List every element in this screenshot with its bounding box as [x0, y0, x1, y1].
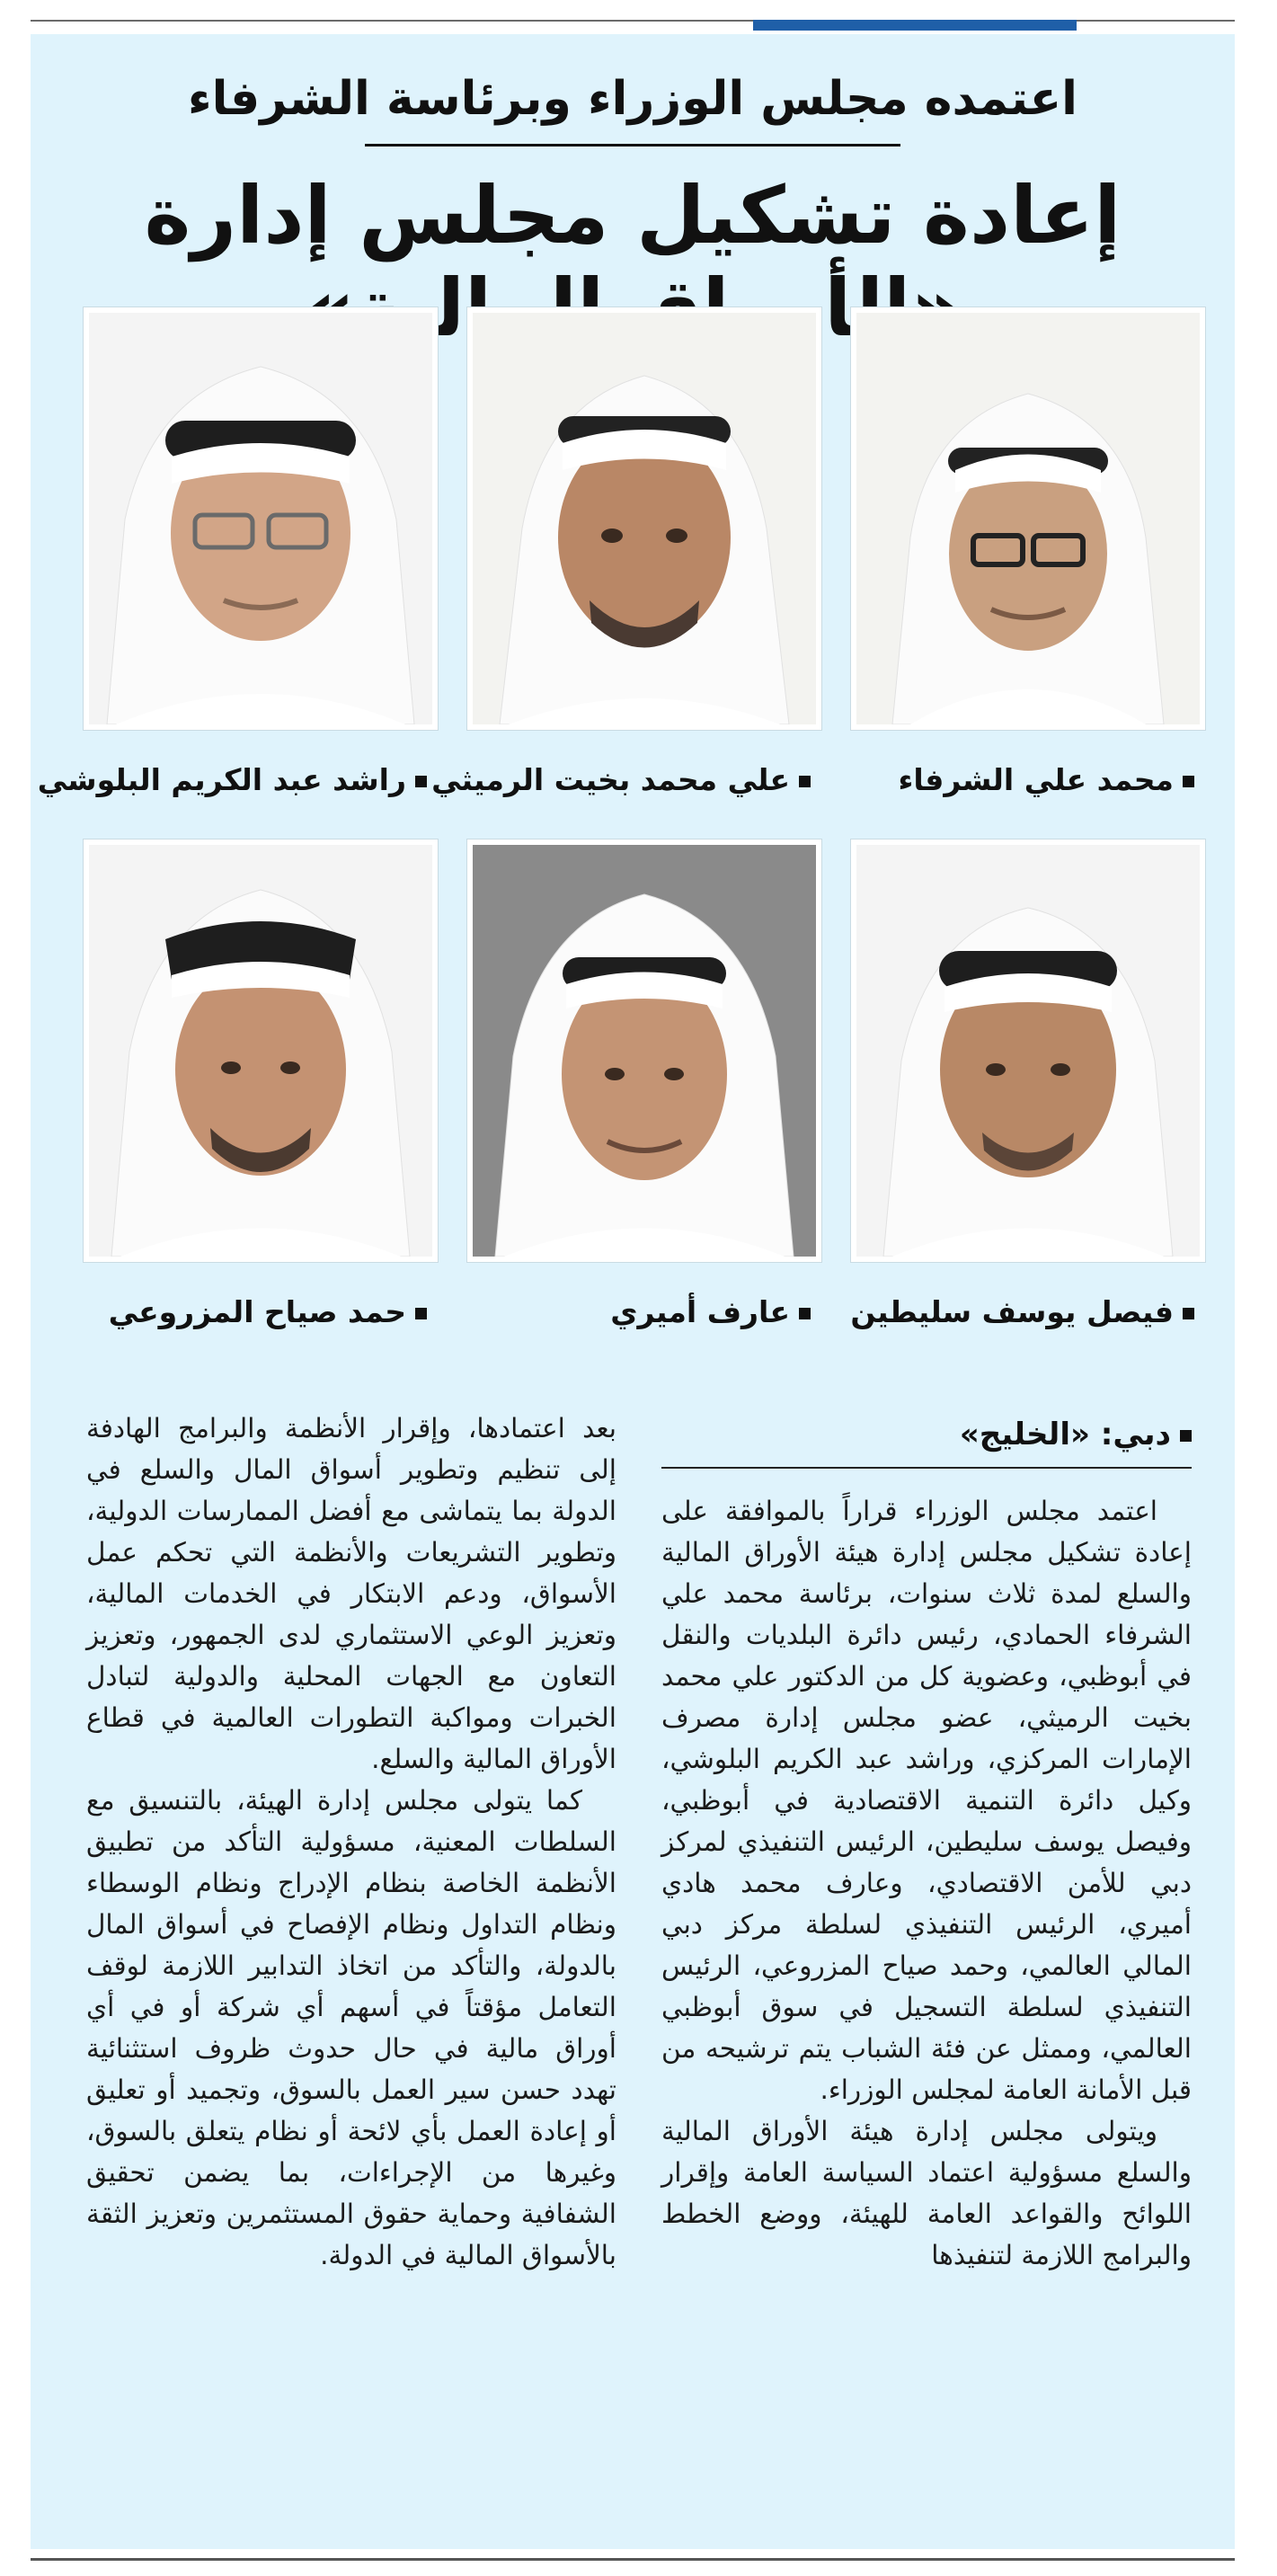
body-column-right — [661, 1490, 1192, 2276]
article-kicker: اعتمده مجلس الوزراء وبرئاسة الشرفاء — [188, 72, 1077, 126]
body-paragraph: اعتمد مجلس الوزراء قراراً بالموافقة على إعادة تشكيل مجلس إدارة هيئة الأوراق المالية والسلع لمدة ثلاث سنوات، برئاسة محمد علي الشرفاء الحمادي، رئيس دائرة البلديات والنقل في أبوظبي، وعضوية كل من الدكتور علي محمد بخيت الرميثي، عضو مجلس إدارة مصرف الإمارات المركزي، وراشد عبد الكريم البلوشي، وكيل دائرة التنمية الاقتصادية في أبوظبي، وفيصل يوسف سليطين، الرئيس التنفيذي لمركز دبي للأمن الاقتصادي، وعارف محمد هادي أميري، الرئيس التنفيذي لسلطة مركز دبي المالي العالمي، وحمد صياح المزروعي، الرئيس التنفيذي لسلطة التسجيل في سوق أبوظبي العالمي، وممثل عن فئة الشباب يتم ترشيحه من قبل الأمانة العامة لمجلس الوزراء. — [661, 1496, 1192, 2105]
portrait-photo-icon — [856, 313, 1200, 724]
member-photo-5 — [467, 839, 821, 1262]
portrait-photo-icon — [473, 845, 816, 1257]
body-paragraph: بعد اعتمادها، وإقرار الأنظمة والبرامج الهادفة إلى تنظيم وتطوير أسواق المال والسلع في الدولة بما يتماشى مع أفضل الممارسات الدولية، وتطوير التشريعات والأنظمة التي تحكم عمل الأسواق، ودعم الابتكار في الخدمات المالية، وتعزيز الوعي الاستثماري لدى الجمهور، وتعزيز التعاون مع الجهات المحلية والدولية لتبادل الخبرات ومواكبة التطورات العالمية في قطاع الأوراق المالية والسلع. — [86, 1413, 616, 1774]
member-photo-3 — [84, 307, 438, 730]
article-byline: دبي: «الخليج» — [661, 1417, 1192, 1452]
kicker-underline — [365, 144, 900, 147]
member-caption-2: علي محمد بخيت الرميثي — [467, 762, 811, 797]
body-column-left — [86, 1408, 616, 2276]
bullet-icon — [415, 776, 427, 787]
bullet-icon — [1180, 1430, 1192, 1442]
member-caption-4: فيصل يوسف سليطين — [851, 1294, 1194, 1329]
bottom-rule — [31, 2558, 1235, 2561]
body-paragraph: كما يتولى مجلس إدارة الهيئة، بالتنسيق مع السلطات المعنية، مسؤولية التأكد من تطبيق الأنظمة الخاصة بنظام الإدراج ونظام الوسطاء ونظام التداول ونظام الإفصاح في أسواق المال بالدولة، والتأكد من اتخاذ التدابير اللازمة لوقف التعامل مؤقتاً في أسهم أي شركة أو في أي أوراق مالية في حال حدوث ظروف استثنائية تهدد حسن سير العمل بالسوق، وتجميد أو تعليق أو إعادة العمل بأي لائحة أو نظام يتعلق بالسوق، وغيرها من الإجراءات، بما يضمن تحقيق الشفافية وحماية حقوق المستثمرين وتعزيز الثقة بالأسواق المالية في الدولة. — [86, 1785, 616, 2270]
member-caption-6: حمد صياح المزروعي — [84, 1294, 427, 1329]
member-caption-3: راشد عبد الكريم البلوشي — [84, 762, 427, 797]
member-photo-2 — [467, 307, 821, 730]
portrait-photo-icon — [473, 313, 816, 724]
member-photo-1 — [851, 307, 1205, 730]
top-accent-bar — [753, 20, 1077, 31]
member-photo-4 — [851, 839, 1205, 1262]
byline-rule — [661, 1467, 1192, 1469]
bullet-icon — [799, 1308, 811, 1319]
portrait-photo-icon — [89, 845, 432, 1257]
bullet-icon — [415, 1308, 427, 1319]
member-photo-6 — [84, 839, 438, 1262]
bullet-icon — [1183, 776, 1194, 787]
portrait-photo-icon — [89, 313, 432, 724]
bullet-icon — [1183, 1308, 1194, 1319]
body-paragraph: ويتولى مجلس إدارة هيئة الأوراق المالية والسلع مسؤولية اعتماد السياسة العامة وإقرار اللوائح والقواعد العامة للهيئة، ووضع الخطط والبرامج اللازمة لتنفيذها — [661, 2116, 1192, 2270]
article-headline: إعادة تشكيل مجلس إدارة المالية» — [144, 169, 1122, 354]
member-caption-1: محمد علي الشرفاء — [851, 762, 1194, 797]
portrait-photo-icon — [856, 845, 1200, 1257]
member-caption-5: عارف أميري — [467, 1294, 811, 1329]
article-panel — [31, 34, 1235, 2549]
bullet-icon — [799, 776, 811, 787]
